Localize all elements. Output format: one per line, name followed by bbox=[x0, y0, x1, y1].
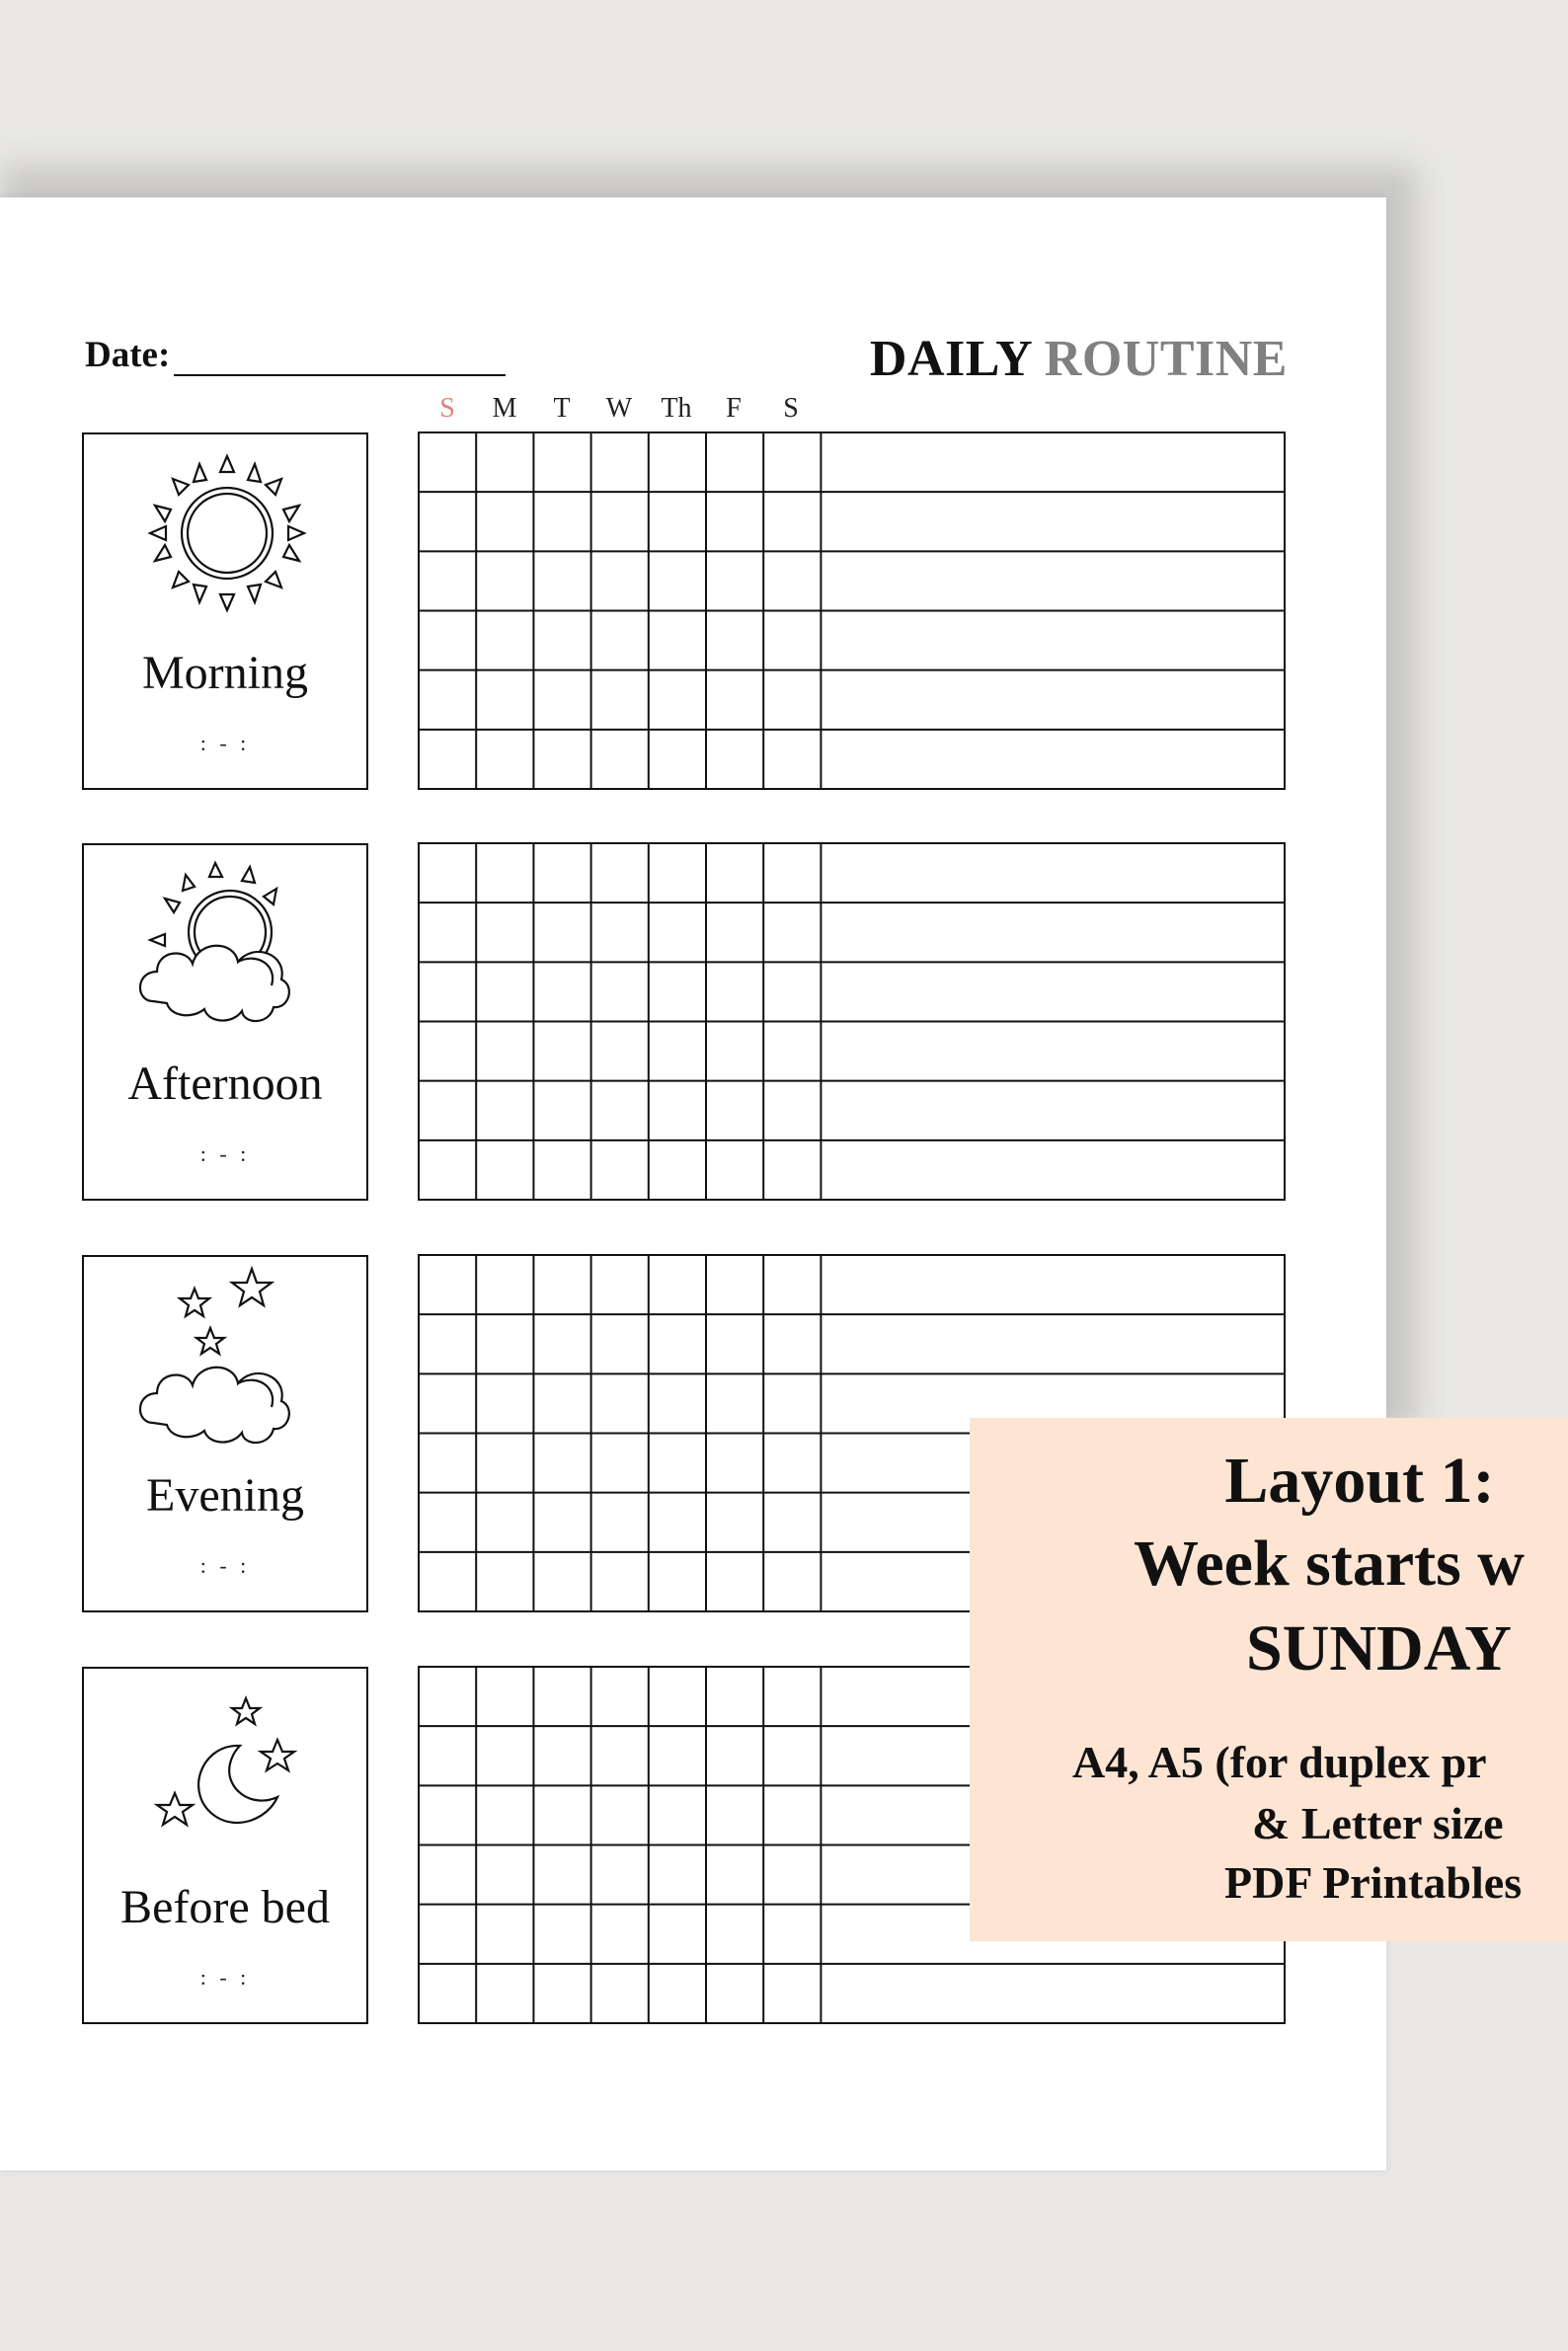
day-label: S bbox=[783, 393, 799, 424]
week-start-day: SUNDAY bbox=[1246, 1612, 1512, 1685]
date-field bbox=[85, 334, 506, 376]
pdf-printables-text: PDF Printables bbox=[1224, 1857, 1523, 1908]
day-label: T bbox=[553, 393, 571, 424]
title-routine: ROUTINE bbox=[1044, 331, 1288, 387]
time-range: : - : bbox=[199, 731, 251, 755]
section-label: Evening bbox=[146, 1469, 304, 1522]
stars-cloud-icon bbox=[84, 1257, 366, 1464]
routine-grid-morning bbox=[418, 431, 1286, 790]
week-start-text: Week starts w bbox=[1134, 1528, 1525, 1600]
date-line bbox=[174, 341, 506, 376]
section-label: Afternoon bbox=[127, 1058, 323, 1110]
section-label: Before bed bbox=[120, 1881, 330, 1933]
section-evening bbox=[82, 1255, 368, 1612]
letter-size-text: & Letter size bbox=[1252, 1798, 1504, 1848]
day-label: M bbox=[492, 393, 517, 424]
time-range: : - : bbox=[199, 1141, 251, 1166]
date-label: Date: bbox=[85, 335, 171, 375]
routine-grid-afternoon bbox=[418, 842, 1286, 1201]
day-label: Th bbox=[661, 393, 692, 424]
page-title bbox=[823, 330, 1288, 388]
day-label: F bbox=[726, 393, 742, 424]
layout-heading: Layout 1: bbox=[1224, 1445, 1495, 1517]
section-morning bbox=[82, 432, 368, 790]
section-afternoon bbox=[82, 843, 368, 1201]
title-daily: DAILY bbox=[869, 331, 1032, 387]
sun-icon bbox=[84, 434, 366, 642]
time-range: : - : bbox=[199, 1553, 251, 1578]
time-range: : - : bbox=[199, 1965, 251, 1990]
day-label: S bbox=[439, 393, 455, 424]
layout-info-card bbox=[970, 1418, 1568, 1941]
day-label: W bbox=[605, 393, 633, 424]
sun-behind-cloud-icon bbox=[84, 845, 366, 1053]
sizes-text: A4, A5 (for duplex pr bbox=[1072, 1737, 1487, 1787]
weekday-header bbox=[419, 393, 822, 429]
section-before-bed bbox=[82, 1667, 368, 2024]
moon-stars-icon bbox=[84, 1669, 366, 1876]
section-label: Morning bbox=[142, 647, 308, 699]
